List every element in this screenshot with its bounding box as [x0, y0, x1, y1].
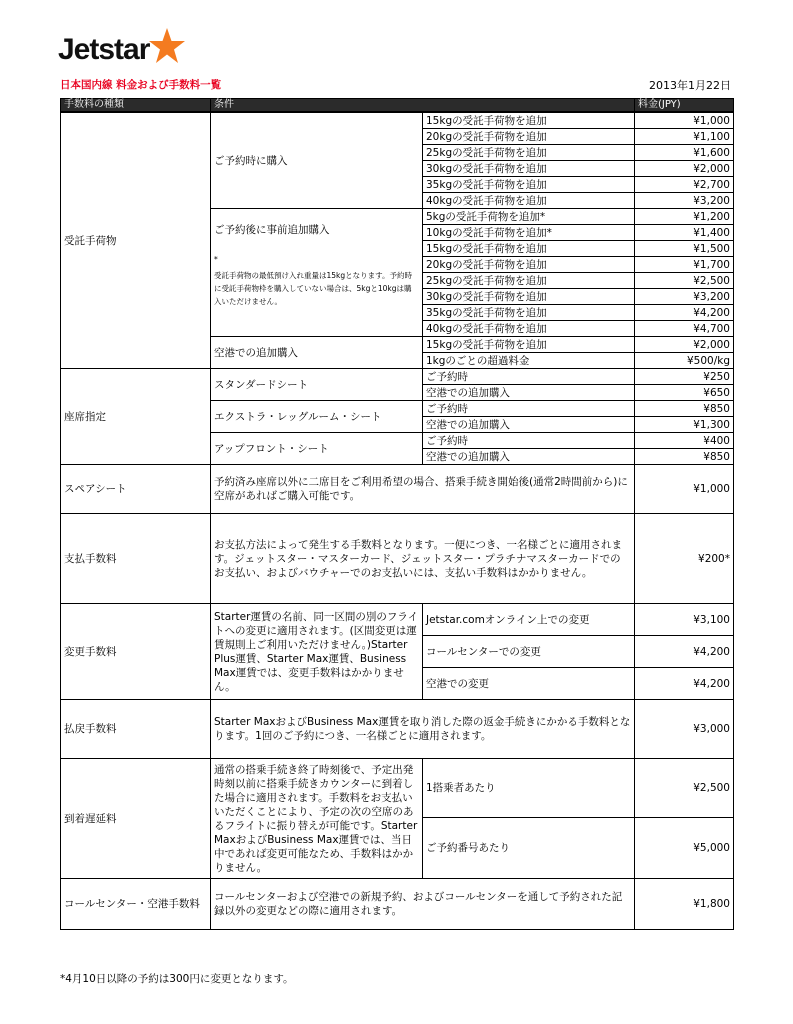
baggage-postbook-note: 受託手荷物の最低預け入れ重量は15kgとなります。予約時に受託手荷物枠を購入していない場合は、5kgと10kgは購入いただけません。 [214, 271, 413, 306]
baggage-prebook-label: ご予約時に購入 [211, 112, 423, 209]
callcenter-price: ¥1,800 [635, 879, 734, 930]
change-item: コールセンターでの変更 [423, 636, 635, 668]
callcenter-condition: コールセンターおよび空港での新規予約、およびコールセンターを通して予約された記録以外の変更などの際に適用されます。 [211, 879, 635, 930]
table-row [61, 700, 734, 759]
column-header-price: 料金(JPY) [635, 99, 734, 113]
baggage-item: 15kgの受託手荷物を追加 [423, 112, 635, 129]
baggage-item: 25kgの受託手荷物を追加 [423, 273, 635, 289]
table-row [61, 759, 734, 818]
baggage-item: 40kgの受託手荷物を追加 [423, 321, 635, 337]
table-row [61, 604, 734, 636]
seat-price: ¥1,300 [635, 417, 734, 433]
payment-fee-condition: お支払方法によって発生する手数料となります。一便につき、一名様ごとに適用されます。ジェットスター・マスターカード、ジェットスター・プラチナマスターカードでのお支払い、およびバウチャーでのお支払いには、支払い手数料はかかりません。 [211, 514, 635, 604]
baggage-price: ¥2,700 [635, 177, 734, 193]
brand-name: Jetstar [58, 33, 150, 66]
change-price: ¥4,200 [635, 636, 734, 668]
late-arrival-price: ¥2,500 [635, 759, 734, 818]
category-change-fee: 変更手数料 [61, 604, 211, 700]
table-row [61, 514, 734, 604]
baggage-item: 40kgの受託手荷物を追加 [423, 193, 635, 209]
category-baggage: 受託手荷物 [61, 112, 211, 369]
star-logo-icon [147, 26, 187, 66]
baggage-price: ¥2,000 [635, 161, 734, 177]
baggage-item: 25kgの受託手荷物を追加 [423, 145, 635, 161]
baggage-item: 10kgの受託手荷物を追加* [423, 225, 635, 241]
seat-item: ご予約時 [423, 401, 635, 417]
category-seats: 座席指定 [61, 369, 211, 465]
baggage-airport-label: 空港での追加購入 [211, 337, 423, 369]
baggage-item: 30kgの受託手荷物を追加 [423, 161, 635, 177]
seat-type-label: エクストラ・レッグルーム・シート [211, 401, 423, 433]
late-arrival-item: 1搭乗者あたり [423, 759, 635, 818]
seat-item: ご予約時 [423, 369, 635, 385]
baggage-item: 20kgの受託手荷物を追加 [423, 129, 635, 145]
baggage-price: ¥2,500 [635, 273, 734, 289]
seat-item: ご予約時 [423, 433, 635, 449]
seat-price: ¥850 [635, 401, 734, 417]
baggage-item: 5kgの受託手荷物を追加* [423, 209, 635, 225]
late-arrival-condition: 通常の搭乗手続き終了時刻後で、予定出発時刻以前に搭乗手続きカウンターに到着した場合に適用されます。手数料をお支払いいただくことにより、予定の次の空席のあるフライトに振り替えが可能です。Starter MaxおよびBusiness Max運賃では、当日中であれば変更可能なため、手数料はかかりません。 [211, 759, 423, 879]
baggage-price: ¥4,200 [635, 305, 734, 321]
footnote: *4月10日以降の予約は300円に変更となります。 [60, 973, 294, 985]
baggage-price: ¥1,200 [635, 209, 734, 225]
table-row [61, 112, 734, 129]
table-row [61, 369, 734, 385]
category-spare-seat: スペアシート [61, 465, 211, 514]
note-mark: * [214, 255, 218, 264]
baggage-postbook-label: ご予約後に事前追加購入 [214, 224, 330, 236]
document-date: 2013年1月22日 [649, 79, 731, 92]
change-item: 空港での変更 [423, 668, 635, 700]
baggage-price: ¥1,500 [635, 241, 734, 257]
seat-type-label: アップフロント・シート [211, 433, 423, 465]
seat-item: 空港での追加購入 [423, 385, 635, 401]
category-late-arrival-fee: 到着遅延料 [61, 759, 211, 879]
baggage-price: ¥1,000 [635, 112, 734, 129]
refund-fee-price: ¥3,000 [635, 700, 734, 759]
baggage-item: 35kgの受託手荷物を追加 [423, 305, 635, 321]
baggage-item: 15kgの受託手荷物を追加 [423, 337, 635, 353]
refund-fee-condition: Starter MaxおよびBusiness Max運賃を取り消した際の返金手続きにかかる手数料となります。1回のご予約につき、一名様ごとに適用されます。 [211, 700, 635, 759]
spare-seat-condition: 予約済み座席以外に二席目をご利用希望の場合、搭乗手続き開始後(通常2時間前から)に空席があればご購入可能です。 [211, 465, 635, 514]
category-payment-fee: 支払手数料 [61, 514, 211, 604]
baggage-price: ¥4,700 [635, 321, 734, 337]
seat-item: 空港での追加購入 [423, 417, 635, 433]
baggage-price: ¥2,000 [635, 337, 734, 353]
category-refund-fee: 払戻手数料 [61, 700, 211, 759]
seat-type-label: スタンダードシート [211, 369, 423, 401]
late-arrival-price: ¥5,000 [635, 818, 734, 879]
table-header-row [61, 99, 734, 113]
change-item: Jetstar.comオンライン上での変更 [423, 604, 635, 636]
baggage-price: ¥1,100 [635, 129, 734, 145]
seat-price: ¥400 [635, 433, 734, 449]
seat-price: ¥250 [635, 369, 734, 385]
baggage-postbook-cell [211, 209, 423, 337]
baggage-price: ¥1,600 [635, 145, 734, 161]
late-arrival-item: ご予約番号あたり [423, 818, 635, 879]
baggage-item: 15kgの受託手荷物を追加 [423, 241, 635, 257]
table-row [61, 465, 734, 514]
change-price: ¥3,100 [635, 604, 734, 636]
column-header-condition: 条件 [211, 99, 635, 113]
fee-table [60, 98, 734, 930]
baggage-price: ¥3,200 [635, 289, 734, 305]
change-price: ¥4,200 [635, 668, 734, 700]
change-fee-condition: Starter運賃の名前、同一区間の別のフライトへの変更に適用されます。(区間変更は運賃規則上ご利用いただけません。)Starter Plus運賃、Starter Max運賃、Business Max運賃では、変更手数料はかかりません。 [211, 604, 423, 700]
baggage-price: ¥1,700 [635, 257, 734, 273]
category-callcenter-fee: コールセンター・空港手数料 [61, 879, 211, 930]
payment-fee-price: ¥200* [635, 514, 734, 604]
seat-price: ¥650 [635, 385, 734, 401]
seat-price: ¥850 [635, 449, 734, 465]
baggage-item: 30kgの受託手荷物を追加 [423, 289, 635, 305]
jetstar-logo [58, 30, 187, 70]
baggage-price: ¥3,200 [635, 193, 734, 209]
baggage-price: ¥500/kg [635, 353, 734, 369]
baggage-item: 35kgの受託手荷物を追加 [423, 177, 635, 193]
spare-seat-price: ¥1,000 [635, 465, 734, 514]
document-title: 日本国内線 料金および手数料一覧 [60, 79, 222, 91]
seat-item: 空港での追加購入 [423, 449, 635, 465]
baggage-item: 20kgの受託手荷物を追加 [423, 257, 635, 273]
baggage-item: 1kgのごとの超過料金 [423, 353, 635, 369]
table-row [61, 879, 734, 930]
baggage-price: ¥1,400 [635, 225, 734, 241]
column-header-type: 手数料の種類 [61, 99, 211, 113]
